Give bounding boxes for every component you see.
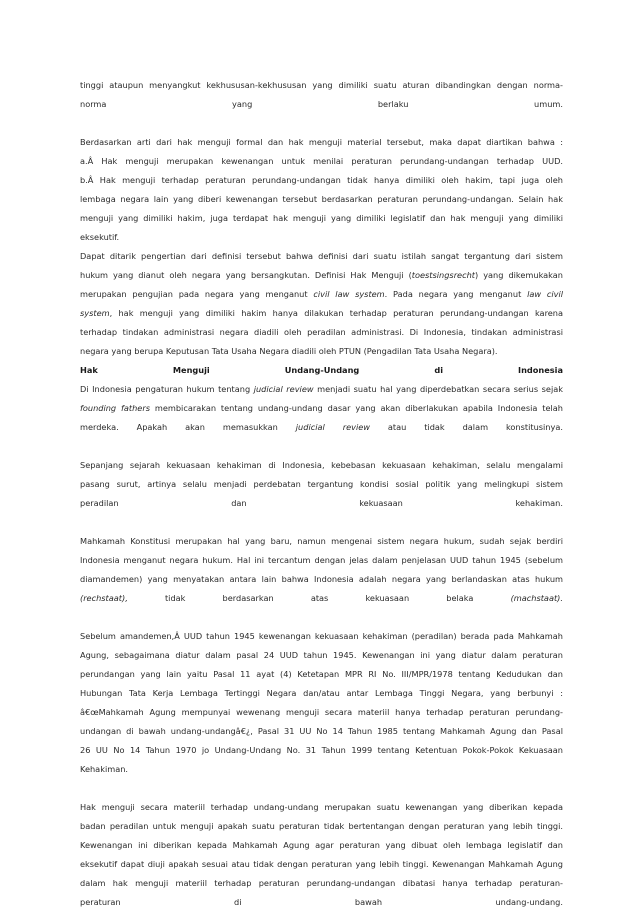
italic-word: (rechstaat), <box>80 593 128 603</box>
word: tidak <box>424 422 445 432</box>
text-fragment: membicarakan tentang undang-undang dasar yang akan diberlakukan apabila Indonesia telah <box>149 403 563 413</box>
section-heading <box>80 361 563 380</box>
text-fragment: Di Indonesia pengaturan hukum tentang <box>80 384 254 394</box>
word: undang-undang. <box>495 897 563 907</box>
text-line: terhadap tindakan administrasi negara diadili oleh peradilan administrasi. Di Indonesia, tindakan administrasi <box>80 327 563 337</box>
text-line: dalam hak menguji materiil terhadap peraturan perundang-undangan dibatasi hanya terhadap peraturan- <box>80 878 563 888</box>
text-line: Dapat ditarik pengertian dari definisi tersebut bahwa definisi dari suatu istilah sangat tergantung dari sistem <box>80 251 563 261</box>
word: umum. <box>534 99 563 109</box>
text-line: Indonesia menganut negara hukum. Hal ini tercantum dengan jelas dalam penjelasan UUD tahun 1945 (sebelum <box>80 555 563 565</box>
paragraph-6 <box>80 627 563 779</box>
word: peraturan <box>80 897 121 907</box>
heading-word: di <box>434 365 443 375</box>
text-line: Sebelum amandemen,Â UUD tahun 1945 kewenangan kekuasaan kehakiman (peradilan) berada pada Mahkamah <box>80 631 563 641</box>
text-line: Sepanjang sejarah kekuasaan kehakiman di Indonesia, kebebasan kekuasaan kehakiman, selalu mengalami <box>80 460 563 470</box>
italic-term: system <box>80 308 110 318</box>
word: akan <box>185 422 205 432</box>
heading-word: Undang-Undang <box>284 365 360 375</box>
paragraph-2 <box>80 133 563 361</box>
text-line: menguji yang dimiliki hakim, juga terdapat hak menguji yang dimiliki legislatif dan hak menguji yang dimiliki <box>80 213 563 223</box>
word: konstitusinya. <box>505 422 563 432</box>
text-line: eksekutif dapat diuji apakah sesuai atau tidak dengan peraturan yang lebih tinggi. Kewenangan Mahkamah Agung <box>80 859 563 869</box>
text-line <box>80 266 563 285</box>
italic-term: civil law system <box>313 289 385 299</box>
text-line: diamandemen) yang menyatakan antara lain bahwa Indonesia adalah negara yang berlandaskan atas hukum <box>80 574 563 584</box>
word: tidak <box>164 593 186 603</box>
text-line: pasang surut, artinya selalu menjadi perdebatan tergantung kondisi sosial politik yang melingkupi sistem <box>80 479 563 489</box>
text-line <box>80 285 563 304</box>
word: bawah <box>354 897 383 907</box>
text-line: eksekutif. <box>80 232 120 242</box>
word: yang <box>232 99 253 109</box>
word: berlaku <box>377 99 409 109</box>
text-fragment: . Pada negara yang menganut <box>384 289 528 299</box>
text-line: negara yang berupa Keputusan Tata Usaha Negara diadili oleh PTUN (Pengadilan Tata Usaha Negara). <box>80 346 498 356</box>
text-line: Mahkamah Konstitusi merupakan hal yang baru, namun mengenai sistem negara hukum, sudah sejak berdiri <box>80 536 563 546</box>
word: di <box>234 897 242 907</box>
text-line: Berdasarkan arti dari hak menguji formal dan hak menguji material tersebut, maka dapat diartikan bahwa : <box>80 137 563 147</box>
text-line: badan peradilan untuk menguji apakah suatu peraturan tidak bertentangan dengan peraturan yang lebih tinggi. <box>80 821 563 831</box>
text-fragment: hukum yang dianut oleh negara yang bersangkutan. Definisi Hak Menguji ( <box>80 270 412 280</box>
text-line: undangan di bawah undang-undangâ€¿, Pasal 31 UU No 14 Tahun 1985 tentang Mahkamah Agung dan Pasal <box>80 726 563 736</box>
italic-term: judicial review <box>253 384 314 394</box>
text-line: Kewenangan ini diberikan kepada Mahkamah Agung agar peraturan yang dibuat oleh lembaga legislatif dan <box>80 840 563 850</box>
word: peradilan <box>80 498 119 508</box>
text-line: â€œMahkamah Agung mempunyai wewenang menguji secara materiil hanya terhadap peraturan perundang- <box>80 707 563 717</box>
word: Apakah <box>136 422 168 432</box>
justified-line <box>80 589 563 608</box>
word: kekuasaan <box>365 593 410 603</box>
text-line: perundangan yang lain yaitu Pasal 11 ayat (4) Ketetapan MPR RI No. III/MPR/1978 tentang Kedudukan dan <box>80 669 563 679</box>
text-fragment: ) yang dikemukakan <box>475 270 563 280</box>
paragraph-1 <box>80 76 563 114</box>
text-line: Hubungan Tata Kerja Lembaga Tertinggi Negara dan/atau antar Lembaga Tinggi Negara, yang berbunyi : <box>80 688 563 698</box>
text-line: b.Â Hak menguji terhadap peraturan perundang-undangan tidak hanya dimiliki oleh hakim, tapi juga oleh <box>80 175 563 185</box>
text-line <box>80 380 563 399</box>
italic-term: founding fathers <box>80 403 150 413</box>
word: berdasarkan <box>222 593 274 603</box>
word: norma <box>80 99 107 109</box>
text-line: lembaga negara lain yang diberi kewenangan tersebut berdasarkan peraturan perundang-undangan. Selain hak <box>80 194 563 204</box>
word: dan <box>231 498 247 508</box>
justified-line <box>80 893 563 912</box>
paragraph-5 <box>80 532 563 608</box>
text-line: Agung, sebagaimana diatur dalam pasal 24 UUD tahun 1945. Kewenangan ini yang diatur dalam peraturan <box>80 650 563 660</box>
italic-term: toestsingsrecht <box>411 270 475 280</box>
word: merdeka. <box>80 422 119 432</box>
word: atas <box>310 593 329 603</box>
word: memasukkan <box>222 422 278 432</box>
italic-word: review <box>342 422 370 432</box>
text-line: 26 UU No 14 Tahun 1970 jo Undang-Undang No. 31 Tahun 1999 tentang Ketentuan Pokok-Pokok Kekuasaan <box>80 745 563 755</box>
paragraph-3 <box>80 380 563 437</box>
text-line: Hak menguji secara materiil terhadap undang-undang merupakan suatu kewenangan yang diberikan kepada <box>80 802 563 812</box>
text-line <box>80 304 563 323</box>
paragraph-4 <box>80 456 563 513</box>
italic-word: judicial <box>295 422 325 432</box>
heading-word: Indonesia <box>518 365 563 375</box>
text-line: Kehakiman. <box>80 764 129 774</box>
paragraph-7 <box>80 798 563 912</box>
word: kehakiman. <box>515 498 563 508</box>
document-page <box>80 76 563 912</box>
word: atau <box>387 422 407 432</box>
word: kekuasaan <box>359 498 403 508</box>
justified-line <box>80 494 563 513</box>
text-line: a.Â Hak menguji merupakan kewenangan untuk menilai peraturan perundang-undangan terhadap UUD. <box>80 156 563 166</box>
justified-line <box>80 418 563 437</box>
text-line <box>80 399 563 418</box>
text-fragment: menjadi suatu hal yang diperdebatkan secara serius sejak <box>313 384 564 394</box>
word: dalam <box>462 422 489 432</box>
italic-term: law civil <box>527 289 564 299</box>
heading-word: Menguji <box>172 365 210 375</box>
italic-word: (machstaat). <box>510 593 563 603</box>
heading-word: Hak <box>80 365 98 375</box>
text-fragment: merupakan pengujian pada negara yang menganut <box>80 289 314 299</box>
justified-line <box>80 95 563 114</box>
text-line: tinggi ataupun menyangkut kekhususan-kekhususan yang dimiliki suatu aturan dibandingkan dengan norma- <box>80 80 563 90</box>
word: belaka <box>446 593 474 603</box>
text-fragment: , hak menguji yang dimiliki hakim hanya dilakukan terhadap peraturan perundang-undangan karena <box>109 308 563 318</box>
